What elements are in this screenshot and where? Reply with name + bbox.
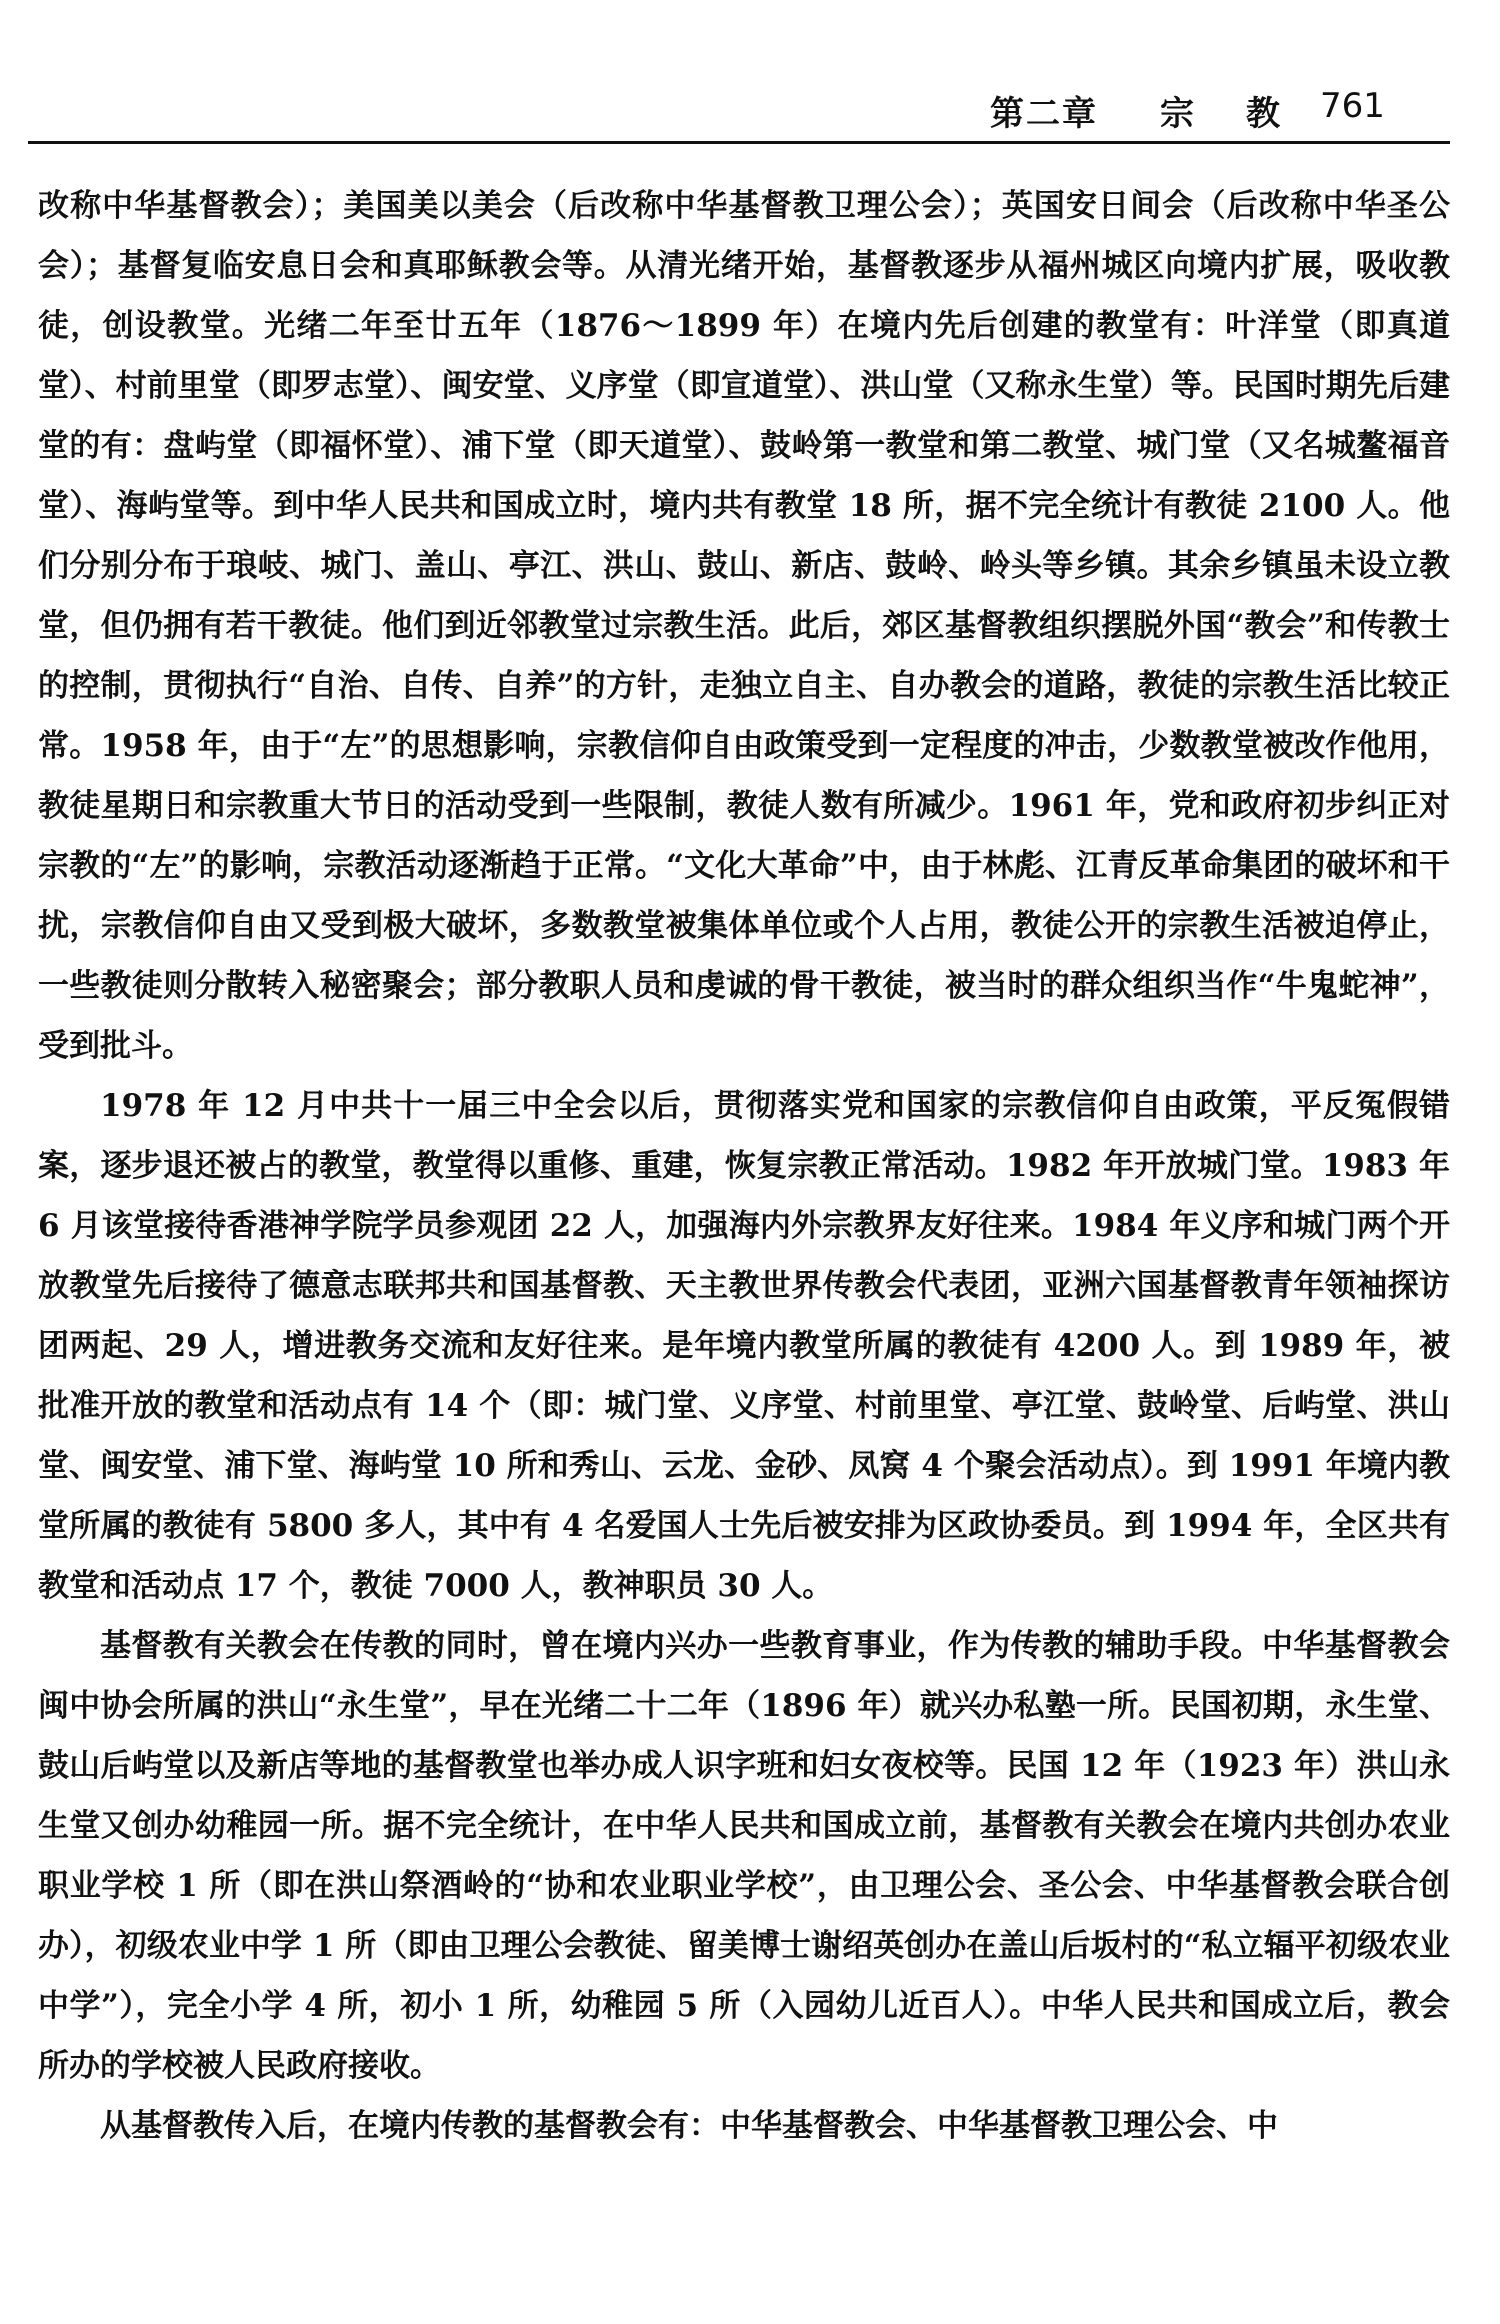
header-rule [28,141,1450,144]
paragraph-continued: 改称中华基督教会）；美国美以美会（后改称中华基督教卫理公会）；英国安日间会（后改称中华圣公会）；基督复临安息日会和真耶稣教会等。从清光绪开始，基督教逐步从福州城区向境内扩展，吸收教徒，创设教堂。光绪二年至廿五年（1876～1899 年）在境内先后创建的教堂有：叶洋堂（即真道堂）、村前里堂（即罗志堂）、闽安堂、义序堂（即宣道堂）、洪山堂（又称永生堂）等。民国时期先后建堂的有：盘屿堂（即福怀堂）、浦下堂（即天道堂）、鼓岭第一教堂和第二教堂、城门堂（又名城鳌福音堂）、海屿堂等。到中华人民共和国成立时，境内共有教堂 18 所，据不完全统计有教徒 2100 人。他们分别分布于琅岐、城门、盖山、亭江、洪山、鼓山、新店、鼓岭、岭头等乡镇。其余乡镇虽未设立教堂，但仍拥有若干教徒。他们到近邻教堂过宗教生活。此后，郊区基督教组织摆脱外国“教会”和传教士的控制，贯彻执行“自治、自传、自养”的方针，走独立自主、自办教会的道路，教徒的宗教生活比较正常。1958 年，由于“左”的思想影响，宗教信仰自由政策受到一定程度的冲击，少数教堂被改作他用，教徒星期日和宗教重大节日的活动受到一些限制，教徒人数有所减少。1961 年，党和政府初步纠正对宗教的“左”的影响，宗教活动逐渐趋于正常。“文化大革命”中，由于林彪、江青反革命集团的破坏和干扰，宗教信仰自由又受到极大破坏，多数教堂被集体单位或个人占用，教徒公开的宗教生活被迫停止，一些教徒则分散转入秘密聚会；部分教职人员和虔诚的骨干教徒，被当时的群众组织当作“牛鬼蛇神”，受到批斗。 [38,188,1450,1064]
paragraph-1978-policy: 1978 年 12 月中共十一届三中全会以后，贯彻落实党和国家的宗教信仰自由政策，平反冤假错案，逐步退还被占的教堂，教堂得以重修、重建，恢复宗教正常活动。1982 年开放城门堂。1983 年 6 月该堂接待香港神学院学员参观团 22 人，加强海内外宗教界友好往来。1984 年义序和城门两个开放教堂先后接待了德意志联邦共和国基督教、天主教世界传教会代表团，亚洲六国基督教青年领袖探访团两起、29 人，增进教务交流和友好往来。是年境内教堂所属的教徒有 4200 人。到 1989 年，被批准开放的教堂和活动点有 14 个（即：城门堂、义序堂、村前里堂、亭江堂、鼓岭堂、后屿堂、洪山堂、闽安堂、浦下堂、海屿堂 10 所和秀山、云龙、金砂、凤窝 4 个聚会活动点）。到 1991 年境内教堂所属的教徒有 5800 多人，其中有 4 名爱国人士先后被安排为区政协委员。到 1994 年，全区共有教堂和活动点 17 个，教徒 7000 人，教神职员 30 人。 [38,1088,1450,1604]
chapter-label: 第二章 [990,94,1098,134]
running-header [990,86,1420,136]
paragraph-education: 基督教有关教会在传教的同时，曾在境内兴办一些教育事业，作为传教的辅助手段。中华基督教会闽中协会所属的洪山“永生堂”，早在光绪二十二年（1896 年）就兴办私塾一所。民国初期，永生堂、鼓山后屿堂以及新店等地的基督教堂也举办成人识字班和妇女夜校等。民国 12 年（1923 年）洪山永生堂又创办幼稚园一所。据不完全统计，在中华人民共和国成立前，基督教有关教会在境内共创办农业职业学校 1 所（即在洪山祭酒岭的“协和农业职业学校”，由卫理公会、圣公会、中华基督教会联合创办），初级农业中学 1 所（即由卫理公会教徒、留美博士谢绍英创办在盖山后坂村的“私立辐平初级农业中学”），完全小学 4 所，初小 1 所，幼稚园 5 所（入园幼儿近百人）。中华人民共和国成立后，教会所办的学校被人民政府接收。 [38,1628,1450,2084]
paragraph-churches: 从基督教传入后，在境内传教的基督教会有：中华基督教会、中华基督教卫理公会、中 [100,2108,1278,2144]
page-number: 761 [1320,86,1385,126]
body-text [38,176,1450,2156]
section-label: 宗教 [1160,94,1332,134]
